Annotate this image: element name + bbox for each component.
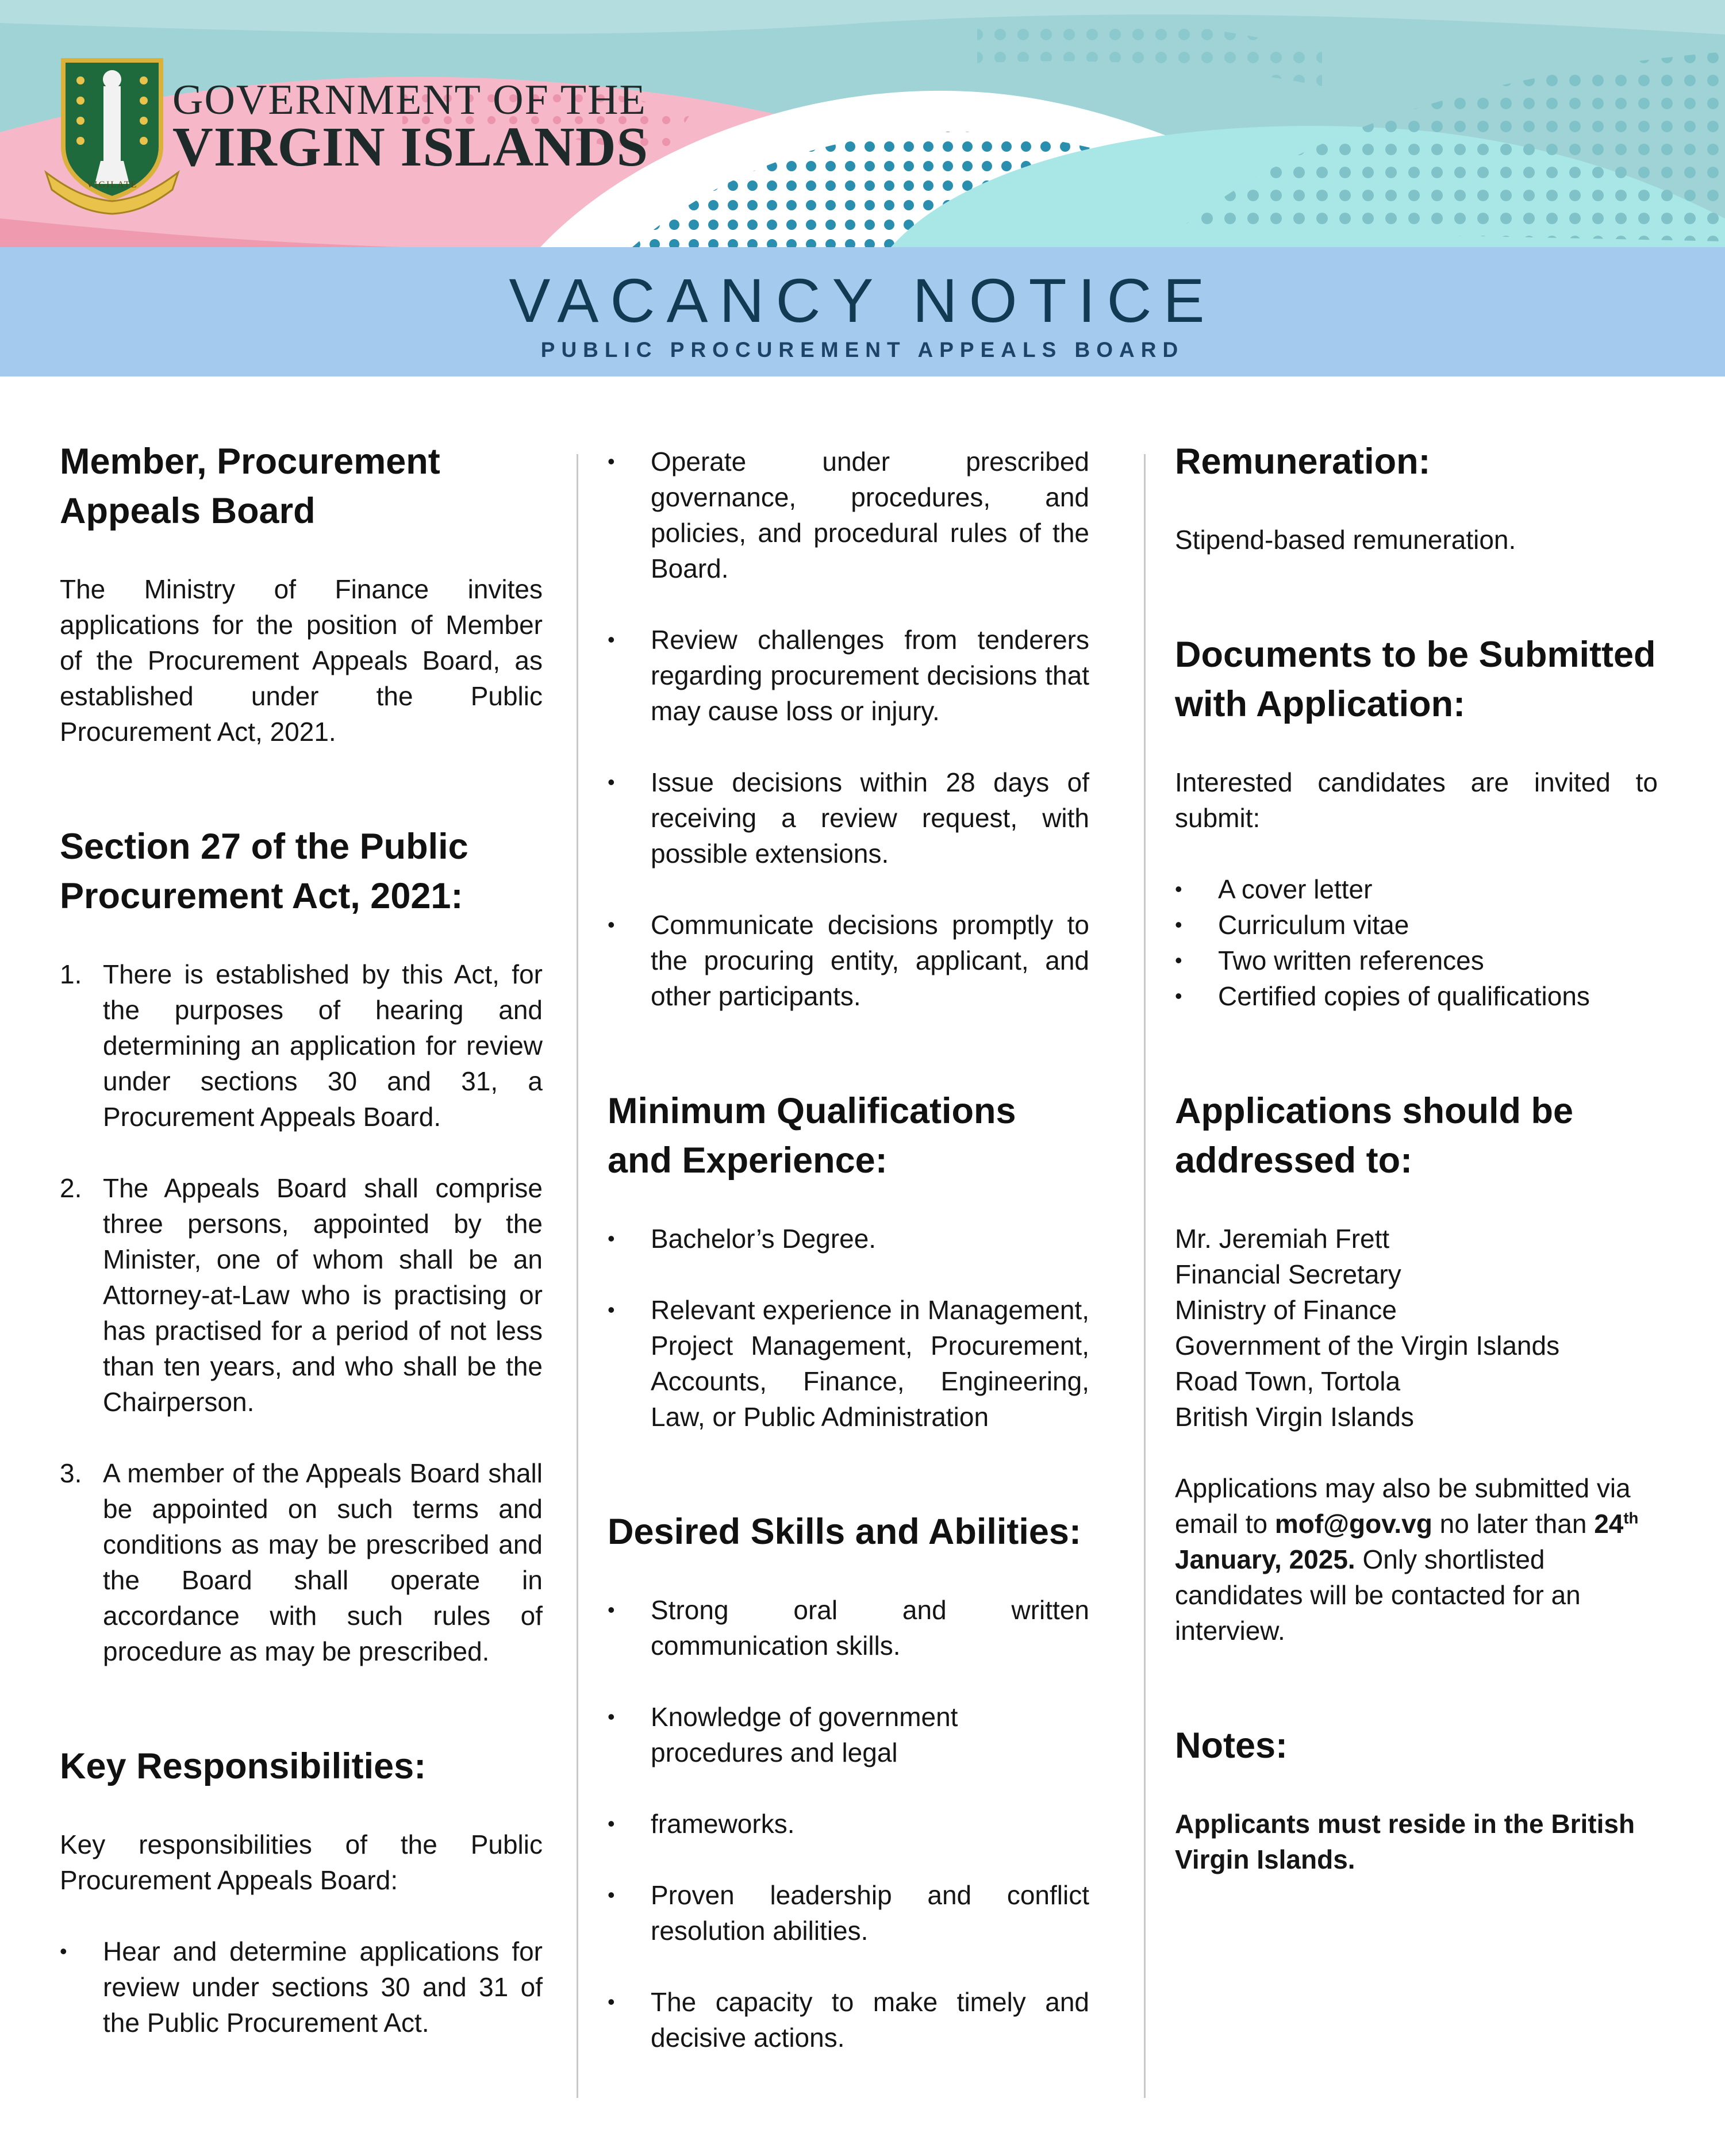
list-item: • Bachelor’s Degree. <box>608 1224 877 1254</box>
page-subtitle: PUBLIC PROCUREMENT APPEALS BOARD <box>540 338 1185 362</box>
list-item: • Relevant experience in Management, Project Management, Procurement, Accounts, Finance, Engineering, Law, or Public Administration <box>608 1295 1089 1432</box>
documents-intro: Interested candidates are invited to submit: <box>1175 767 1658 833</box>
list-item: 2. The Appeals Board shall comprise three persons, appointed by the Minister, one of whom shall be an Attorney-at-Law who is practising or has practised for a period of not less than ten years, and who shall be the Chairperson. <box>60 1173 543 1417</box>
section27-heading: Section 27 of the Public Procurement Act, 2021: <box>60 827 468 916</box>
remuneration-text: Stipend-based remuneration. <box>1175 525 1516 555</box>
notes-text: Applicants must reside in the British Virgin Islands. <box>1175 1809 1635 1874</box>
address-line: Mr. Jeremiah Frett <box>1175 1224 1390 1254</box>
address-line: Road Town, Tortola <box>1175 1366 1401 1396</box>
intro-paragraph: The Ministry of Finance invites applications for the position of Member of the Procurement Appeals Board, as established under the Public Procurement Act, 2021. <box>60 574 543 747</box>
list-item: • Strong oral and written communication skills. <box>608 1595 1089 1661</box>
list-item: • A cover letter <box>1175 874 1373 904</box>
email-link[interactable]: mof@gov.vg <box>1274 1509 1432 1539</box>
coat-of-arms-icon <box>46 60 178 214</box>
column-left <box>60 437 543 2040</box>
column-right <box>1175 437 1658 1877</box>
key-responsibilities-list <box>60 1934 543 2040</box>
list-item: • Certified copies of qualifications <box>1175 981 1590 1011</box>
key-responsibilities-intro: Key responsibilities of the Public Procurement Appeals Board: <box>60 1830 543 1895</box>
deadline-date: 24th January, 2025. <box>1175 1509 1639 1574</box>
documents-heading: Documents to be Submitted with Application: <box>1175 635 1656 724</box>
list-item: • Proven leadership and conflict resolution abilities. <box>608 1880 1089 1946</box>
list-item: 1. There is established by this Act, for the purposes of hearing and determining an application for review under sections 30 and 31, a Procurement Appeals Board. <box>60 959 543 1132</box>
list-item: • Two written references <box>1175 946 1484 975</box>
column-middle <box>608 444 1089 2055</box>
list-item: • Issue decisions within 28 days of receiving a review request, with possible extensions. <box>608 767 1089 868</box>
list-item: • Operate under prescribed governance, procedures, and policies, and procedural rules of the Board. <box>608 447 1089 583</box>
column-divider <box>1144 454 1146 2098</box>
notes-heading: Notes: <box>1175 1725 1288 1766</box>
address-line: Financial Secretary <box>1175 1259 1401 1289</box>
address-heading: Applications should be addressed to: <box>1175 1091 1574 1181</box>
page-title: VACANCY NOTICE <box>509 266 1216 335</box>
list-item: 3. A member of the Appeals Board shall be appointed on such terms and conditions as may be prescribed and the Board shall operate in accordance with such rules of procedure as may be prescribed. <box>60 1458 543 1666</box>
logo-line-1: GOVERNMENT OF THE <box>172 76 647 124</box>
crest-motto: VIGILATE <box>86 180 138 190</box>
list-item: • Communicate decisions promptly to the procuring entity, applicant, and other participants. <box>608 910 1089 1011</box>
address-line: Ministry of Finance <box>1175 1295 1397 1325</box>
address-block <box>1175 1221 1658 1435</box>
address-line: British Virgin Islands <box>1175 1402 1414 1432</box>
position-heading: Member, Procurement Appeals Board <box>60 441 440 531</box>
list-item: • Review challenges from tenderers regarding procurement decisions that may cause loss or injury. <box>608 625 1089 726</box>
responsibilities-continued-list <box>608 444 1089 1014</box>
list-item: • frameworks. <box>608 1809 795 1839</box>
skills-list <box>608 1592 1089 2055</box>
key-responsibilities-heading: Key Responsibilities: <box>60 1746 427 1786</box>
remuneration-heading: Remuneration: <box>1175 441 1431 482</box>
list-item: • The capacity to make timely and decisive actions. <box>608 1987 1089 2053</box>
list-item: • Knowledge of government procedures and legal <box>608 1702 958 1767</box>
skills-heading: Desired Skills and Abilities: <box>608 1512 1081 1552</box>
address-line: Government of the Virgin Islands <box>1175 1331 1560 1361</box>
logo-line-2: VIRGIN ISLANDS <box>172 116 649 178</box>
section27-list <box>60 956 543 1669</box>
qualifications-heading: Minimum Qualifications and Experience: <box>608 1091 1016 1181</box>
email-paragraph: Applications may also be submitted via email to mof@gov.vg no later than 24th January, 2025. Only shortlisted candidates will be contacted for an interview. <box>1175 1473 1639 1646</box>
qualifications-list <box>608 1221 1089 1435</box>
documents-list <box>1175 871 1658 1014</box>
list-item: • Curriculum vitae <box>1175 910 1409 940</box>
list-item: • Hear and determine applications for review under sections 30 and 31 of the Public Procurement Act. <box>60 1936 543 2038</box>
column-divider <box>577 454 578 2098</box>
